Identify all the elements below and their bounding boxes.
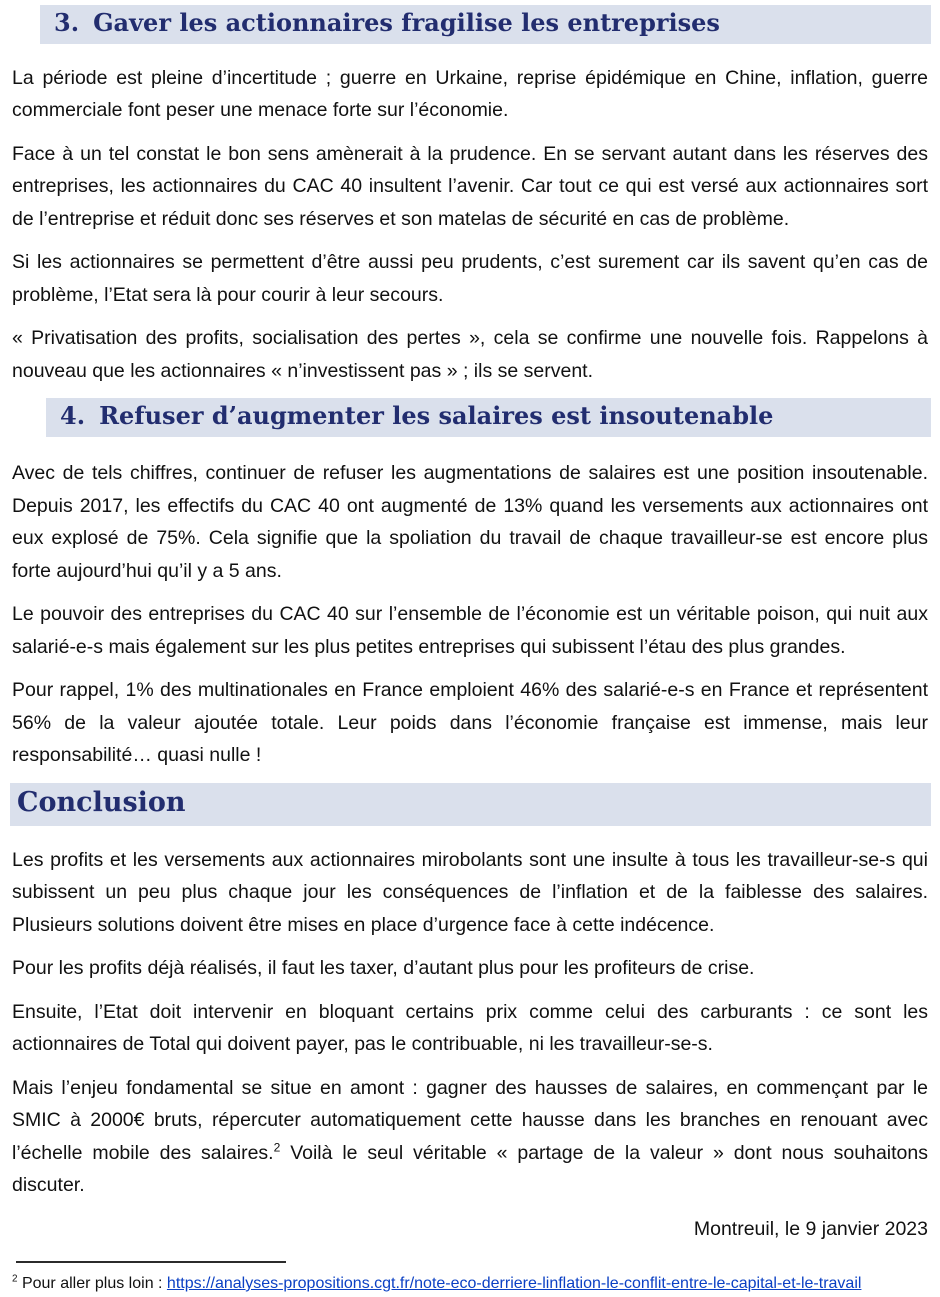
conclusion-heading (10, 783, 931, 826)
section-title: Gaver les actionnaires fragilise les entreprises (93, 8, 720, 37)
section-heading-4 (46, 398, 931, 437)
paragraph-7: Pour rappel, 1% des multinationales en France emploient 46% des salarié-e-s en France et représentent 56% de la valeur ajoutée totale. Leur poids dans l’économie française est immense, mais leur responsabilité… quasi nulle ! (12, 679, 928, 767)
footnote-reference-mark: 2 (273, 1140, 281, 1155)
section-title: Conclusion (17, 786, 186, 818)
paragraph-8: Les profits et les versements aux actionnaires mirobolants sont une insulte à tous les travailleur-se-s qui subissent un peu plus chaque jour les conséquences de l’inflation et de la faiblesse des salaires. Plusieurs solutions doivent être mises en place d’urgence face à cette indécence. (12, 848, 928, 936)
paragraph-10: Ensuite, l’Etat doit intervenir en bloquant certains prix comme celui des carburants : ce sont les actionnaires de Total qui doivent payer, pas le contribuable, ni les travailleur-se-s. (12, 1000, 928, 1056)
footnote-marker: 2 (12, 1273, 18, 1285)
dateline: Montreuil, le 9 janvier 2023 (693, 1217, 928, 1240)
paragraph-11 (12, 1072, 928, 1202)
paragraph-1: La période est pleine d’incertitude ; guerre en Urkaine, reprise épidémique en Chine, inflation, guerre commerciale font peser une menace forte sur l’économie. (12, 66, 928, 122)
section-title: Refuser d’augmenter les salaires est insoutenable (99, 401, 774, 431)
paragraph-11-text: Mais l’enjeu fondamental se situe en amont : gagner des hausses de salaires, en commençant par le SMIC à 2000€ bruts, répercuter automatiquement cette hausse dans les branches en renouant avec l’échelle mobile des salaires. (12, 1076, 928, 1164)
section-heading-3 (40, 5, 931, 44)
paragraph-9: Pour les profits déjà réalisés, il faut les taxer, d’autant plus pour les profiteurs de crise. (12, 957, 755, 980)
footnote-link[interactable]: https://analyses-propositions.cgt.fr/note-eco-derriere-linflation-le-conflit-entre-le-capital-et-le-travail (166, 1274, 862, 1292)
footnote-separator (16, 1261, 286, 1263)
paragraph-3: Si les actionnaires se permettent d’être aussi peu prudents, c’est surement car ils savent qu’en cas de problème, l’Etat sera là pour courir à leur secours. (12, 251, 928, 306)
footnote-text: Pour aller plus loin : (17, 1274, 167, 1292)
section-number: 3. (54, 8, 80, 37)
paragraph-4: « Privatisation des profits, socialisation des pertes », cela se confirme une nouvelle fois. Rappelons à nouveau que les actionnaires « n’investissent pas » ; ils se servent. (12, 327, 928, 382)
section-number: 4. (60, 401, 86, 431)
paragraph-5: Avec de tels chiffres, continuer de refuser les augmentations de salaires est une position insoutenable. Depuis 2017, les effectifs du CAC 40 ont augmenté de 13% quand les versements aux actionnaires ont eux explosé de 75%. Cela signifie que la spoliation du travail de chaque travailleur-se est encore plus forte aujourd’hui qu’il y a 5 ans. (12, 462, 928, 582)
paragraph-2: Face à un tel constat le bon sens amènerait à la prudence. En se servant autant dans les réserves des entreprises, les actionnaires du CAC 40 insultent l’avenir. Car tout ce qui est versé aux actionnaires sort de l’entreprise et réduit donc ses réserves et son matelas de sécurité en cas de problème. (12, 142, 928, 230)
paragraph-11-text-after: Voilà le seul véritable « partage de la valeur » dont nous souhaitons discuter. (12, 1141, 928, 1197)
paragraph-6: Le pouvoir des entreprises du CAC 40 sur l’ensemble de l’économie est un véritable poison, qui nuit aux salarié-e-s mais également sur les plus petites entreprises qui subissent l’étau des plus grandes. (12, 603, 928, 658)
footnote (12, 1270, 928, 1297)
